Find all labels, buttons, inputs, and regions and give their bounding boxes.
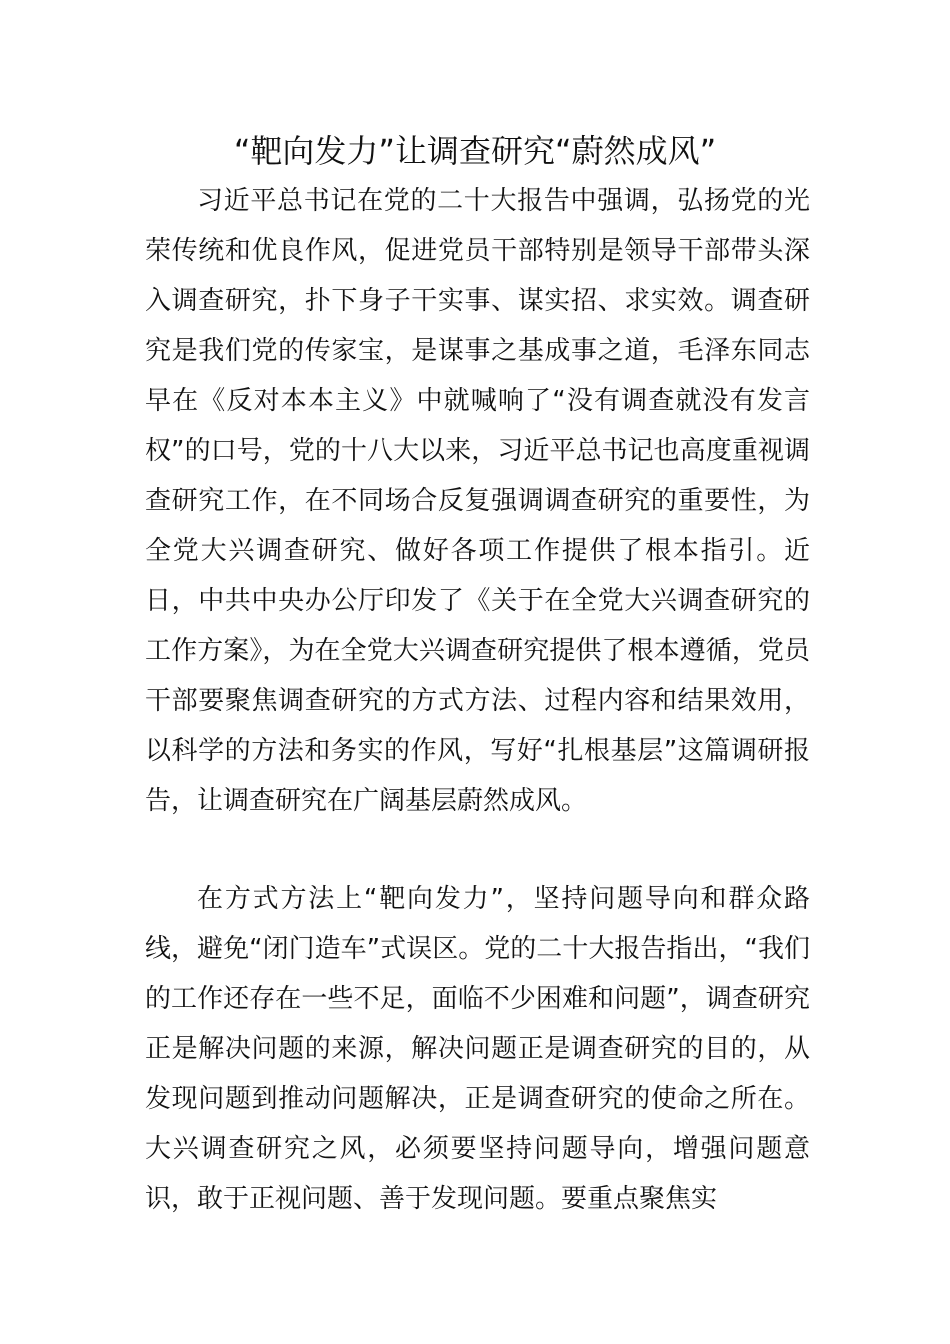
paragraph-2: 在方式方法上“靶向发力”，坚持问题导向和群众路线，避免“闭门造车”式误区。党的二十大报告指出，“我们的工作还存在一些不足，面临不少困难和问题”，调查研究正是解决问题的来源，解决问题正是调查研究的目的，从发现问题到推动问题解决，正是调查研究的使命之所在。大兴调查研究之风，必须要坚持问题导向，增强问题意识，敢于正视问题、善于发现问题。要重点聚焦实 bbox=[145, 884, 810, 1214]
document-title: “靶向发力”让调查研究“蔚然成风” bbox=[233, 132, 717, 170]
paragraph-1: 习近平总书记在党的二十大报告中强调，弘扬党的光荣传统和优良作风，促进党员干部特别是领导干部带头深入调查研究，扑下身子干实事、谋实招、求实效。调查研究是我们党的传家宝，是谋事之基成事之道，毛泽东同志早在《反对本本主义》中就喊响了“没有调查就没有发言权”的口号，党的十八大以来，习近平总书记也高度重视调查研究工作，在不同场合反复强调调查研究的重要性，为全党大兴调查研究、做好各项工作提供了根本指引。近日，中共中央办公厅印发了《关于在全党大兴调查研究的工作方案》，为在全党大兴调查研究提供了根本遵循，党员干部要聚焦调查研究的方式方法、过程内容和结果效用，以科学的方法和务实的作风，写好“扎根基层”这篇调研报告，让调查研究在广阔基层蔚然成风。 bbox=[145, 186, 810, 816]
